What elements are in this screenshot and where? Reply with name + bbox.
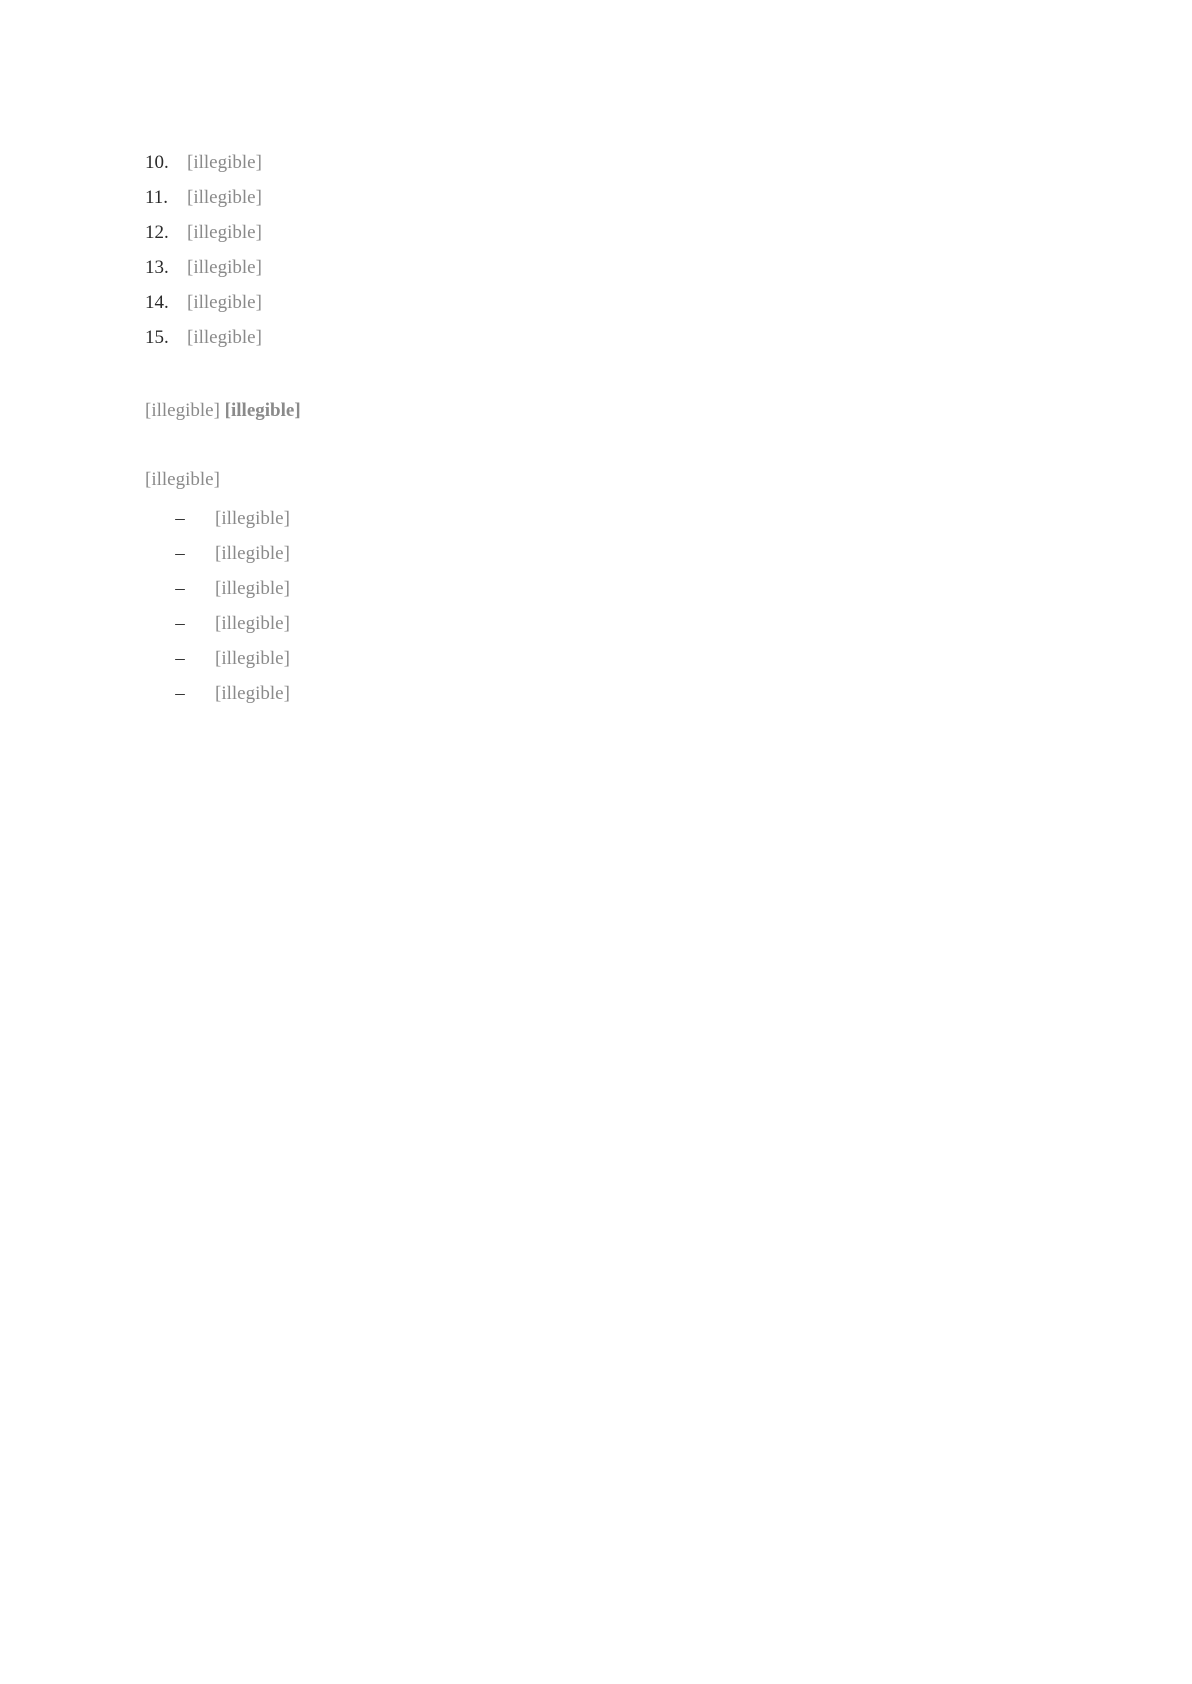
question-text: [illegible] [187, 152, 262, 173]
bullet-dash: – [175, 578, 185, 599]
question-item [145, 250, 1047, 285]
bullet-dash: – [175, 648, 185, 669]
requirement-item [145, 676, 1047, 711]
deadline-paragraph [145, 393, 1047, 428]
requirement-text: [illegible] [215, 613, 290, 634]
requirement-item [145, 536, 1047, 571]
requirement-text: [illegible] [215, 508, 290, 529]
bullet-dash: – [175, 613, 185, 634]
question-list [145, 145, 1047, 355]
requirement-text: [illegible] [215, 578, 290, 599]
requirements-list [145, 501, 1047, 711]
question-text: [illegible] [187, 187, 262, 208]
bullet-dash: – [175, 508, 185, 529]
question-number: 10. [145, 152, 169, 173]
question-item [145, 180, 1047, 215]
requirement-text: [illegible] [215, 543, 290, 564]
question-number: 13. [145, 257, 169, 278]
question-number: 11. [145, 187, 169, 208]
question-text: [illegible] [187, 327, 262, 348]
requirement-item [145, 606, 1047, 641]
question-number: 15. [145, 327, 169, 348]
question-item [145, 145, 1047, 180]
requirement-item [145, 641, 1047, 676]
question-item [145, 285, 1047, 320]
requirements-heading: [illegible] [145, 469, 220, 490]
requirement-item [145, 571, 1047, 606]
question-text: [illegible] [187, 257, 262, 278]
requirement-item [145, 501, 1047, 536]
question-number: 12. [145, 222, 169, 243]
question-item [145, 215, 1047, 250]
question-text: [illegible] [187, 292, 262, 313]
bullet-dash: – [175, 683, 185, 704]
question-text: [illegible] [187, 222, 262, 243]
deadline-text: [illegible] [145, 400, 220, 421]
deadline-bold-text: [illegible] [224, 400, 301, 421]
question-item [145, 320, 1047, 355]
document-body [145, 145, 1047, 711]
requirement-text: [illegible] [215, 683, 290, 704]
question-number: 14. [145, 292, 169, 313]
requirement-text: [illegible] [215, 648, 290, 669]
bullet-dash: – [175, 543, 185, 564]
